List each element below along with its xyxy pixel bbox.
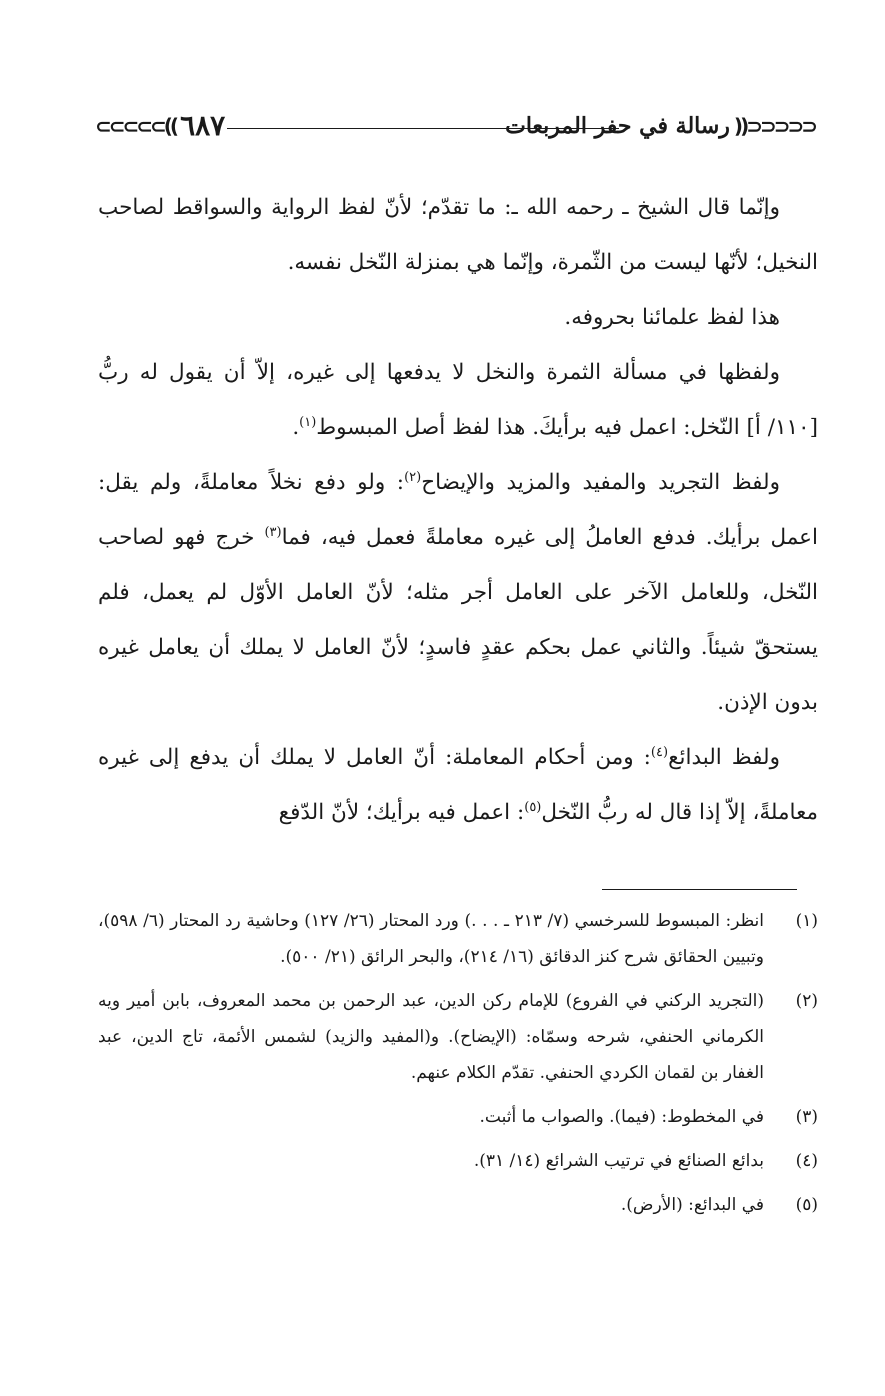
- paragraph-5-mid: : ومن أحكام المعاملة: أنّ العامل لا يملك أن يدفع إلى غيره معاملةً، إلاّ إذا قال له ربُّ النّخل: [98, 745, 818, 825]
- footnote-4: [98, 1143, 818, 1179]
- paragraph-5-text: ولفظ البدائع: [668, 745, 780, 770]
- paragraph-2-text: هذا لفظ علمائنا بحروفه.: [564, 305, 780, 330]
- paragraph-2: [98, 290, 818, 345]
- footnote-text: في البدائع: (الأرض).: [620, 1195, 764, 1215]
- footnote-2: [98, 983, 818, 1091]
- header-title: رسالة في حفر المربعات: [505, 113, 730, 139]
- footnote-ref-4[interactable]: (٤): [650, 744, 669, 760]
- footnote-number: (٢): [795, 991, 818, 1011]
- paragraph-1-text: وإنّما قال الشيخ ـ رحمه الله ـ: ما تقدّم؛ لأنّ لفظ الرواية والسواقط لصاحب النخيل؛ لأنّها ليست من الثّمرة، وإنّما هي بمنزلة النّخل نفسه.: [98, 195, 818, 275]
- footnote-number: (١): [795, 911, 818, 931]
- footnote-3: [98, 1099, 818, 1135]
- footnote-text: بدائع الصنائع في ترتيب الشرائع (١٤/ ٣١).: [473, 1151, 764, 1171]
- footnote-number: (٤): [795, 1151, 818, 1171]
- footnote-text: (التجريد الركني في الفروع) للإمام ركن الدين، عبد الرحمن بن محمد المعروف، بابن أمير ويه الكرماني الحنفي، شرحه وسمّاه: (الإيضاح). و(المفيد والزيد) لشمس الأئمة، تاج الدين، عبد الغفار بن لقمان الكردي الحنفي. تقدّم الكلام عنهم.: [98, 991, 764, 1083]
- paragraph-5-tail: : اعمل فيه برأيك؛ لأنّ الدّفع: [278, 800, 525, 825]
- paragraph-5: [98, 730, 818, 840]
- footnote-number: (٣): [795, 1107, 818, 1127]
- main-text: [98, 180, 818, 840]
- paragraph-1: [98, 180, 818, 290]
- paragraph-4-mid: : ولو دفع نخلاً معاملةً، ولم يقل: اعمل برأيك. فدفع العاملُ إلى غيره معاملةً فعمل فيه، فما: [98, 470, 818, 550]
- footnote-number: (٥): [795, 1195, 818, 1215]
- running-header: [95, 108, 815, 148]
- footnotes: [98, 903, 818, 1231]
- footnote-ref-5[interactable]: (٥): [524, 799, 542, 815]
- footnote-ref-2[interactable]: (٢): [404, 469, 422, 485]
- footnote-ref-3[interactable]: (٣): [264, 524, 282, 540]
- footnote-text: انظر: المبسوط للسرخسي (٧/ ٢١٣ ـ . . .) ورد المحتار (٢٦/ ١٢٧) وحاشية رد المحتار (٦/ ٥٩٨)، وتبيين الحقائق شرح كنز الدقائق (١٦/ ٢١٤)، والبحر الرائق (٢١/ ٥٠٠).: [98, 911, 765, 967]
- footnote-ref-1[interactable]: (١): [299, 414, 317, 430]
- ornament-right-icon: ))⊃⊃⊃⊃⊃: [733, 114, 815, 138]
- paragraph-4-tail: خرج فهو لصاحب النّخل، وللعامل الآخر على العامل أجر مثله؛ لأنّ العامل الأوّل لم يعمل، فلم يستحقّ شيئاً. والثاني عمل بحكم عقدٍ فاسدٍ؛ لأنّ العامل لا يملك أن يعامل غيره بدون الإذن.: [98, 525, 818, 715]
- header-title-group: [505, 108, 815, 144]
- page-number-group: [95, 108, 225, 144]
- paragraph-4-text: ولفظ التجريد والمفيد والمزيد والإيضاح: [421, 470, 780, 495]
- paragraph-3: [98, 345, 818, 455]
- paragraph-3-text: ولفظها في مسألة الثمرة والنخل لا يدفعها إلى غيره، إلاّ أن يقول له ربُّ [١١٠/ أ] النّخل: اعمل فيه برأيكَ. هذا لفظ أصل المبسوط: [98, 360, 818, 440]
- footnote-text: في المخطوط: (فيما). والصواب ما أثبت.: [479, 1107, 764, 1127]
- paragraph-3-tail: .: [292, 415, 300, 440]
- footnote-1: [98, 903, 818, 975]
- page-number: ٦٨٧: [180, 109, 226, 142]
- footnote-separator: [602, 889, 797, 890]
- ornament-left-icon: ⊂⊂⊂⊂⊂((: [95, 114, 177, 138]
- footnote-5: [98, 1187, 818, 1223]
- paragraph-4: [98, 455, 818, 730]
